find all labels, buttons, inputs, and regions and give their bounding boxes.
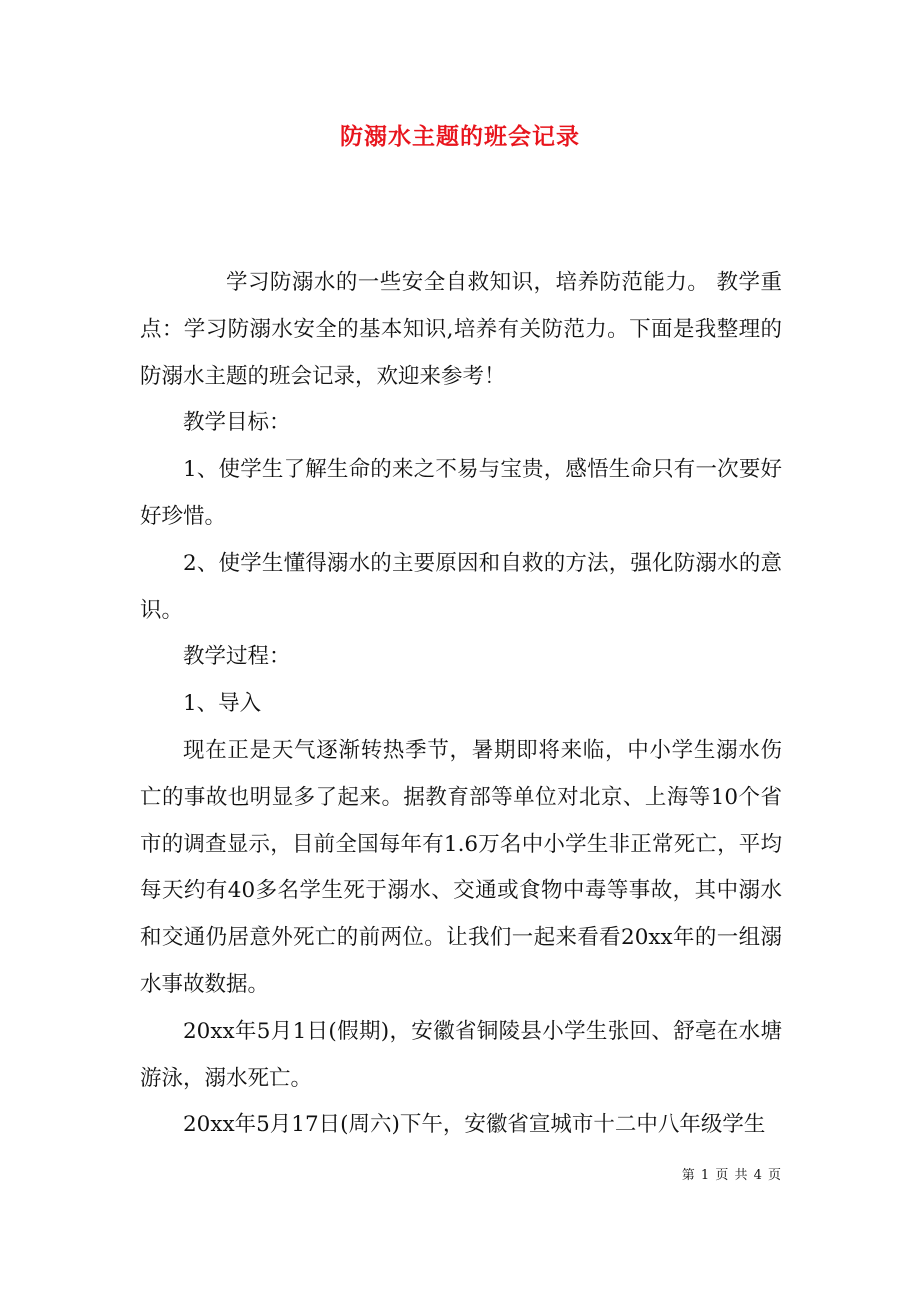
paragraph-case-2: 20xx年5月17日(周六)下午，安徽省宣城市十二中八年级学生 [183,1112,766,1138]
paragraph-step-1-heading: 1、导入 [183,691,262,717]
paragraph-goal-2: 2、使学生懂得溺水的主要原因和自救的方法，强化防溺水的意识。 [140,550,782,623]
document-body [140,260,782,1149]
document-title: 防溺水主题的班会记录 [340,123,580,150]
paragraph-case-1: 20xx年5月1日(假期)，安徽省铜陵县小学生张回、舒亳在水塘游泳，溺水死亡。 [140,1018,782,1091]
paragraph-introduction-text: 现在正是天气逐渐转热季节，暑期即将来临，中小学生溺水伤亡的事故也明显多了起来。据教育部等单位对北京、上海等10个省市的调查显示，目前全国每年有1.6万名中小学生非正常死亡，平均每天约有40多名学生死于溺水、交通或食物中毒等事故，其中溺水和交通仍居意外死亡的前两位。让我们一起来看看20xx年的一组溺水事故数据。 [140,737,782,997]
paragraph-goal-1: 1、使学生了解生命的来之不易与宝贵，感悟生命只有一次要好好珍惜。 [140,457,782,529]
paragraph-teaching-goals-heading: 教学目标： [183,410,291,436]
paragraph-teaching-process-heading: 教学过程： [183,644,291,670]
paragraph-intro: 学习防溺水的一些安全自救知识，培养防范能力。 教学重点：学习防溺水安全的基本知识,培养有关防范力。下面是我整理的防溺水主题的班会记录，欢迎来参考！ [140,270,782,389]
page-number-footer: 第 1 页 共 4 页 [681,1168,782,1183]
